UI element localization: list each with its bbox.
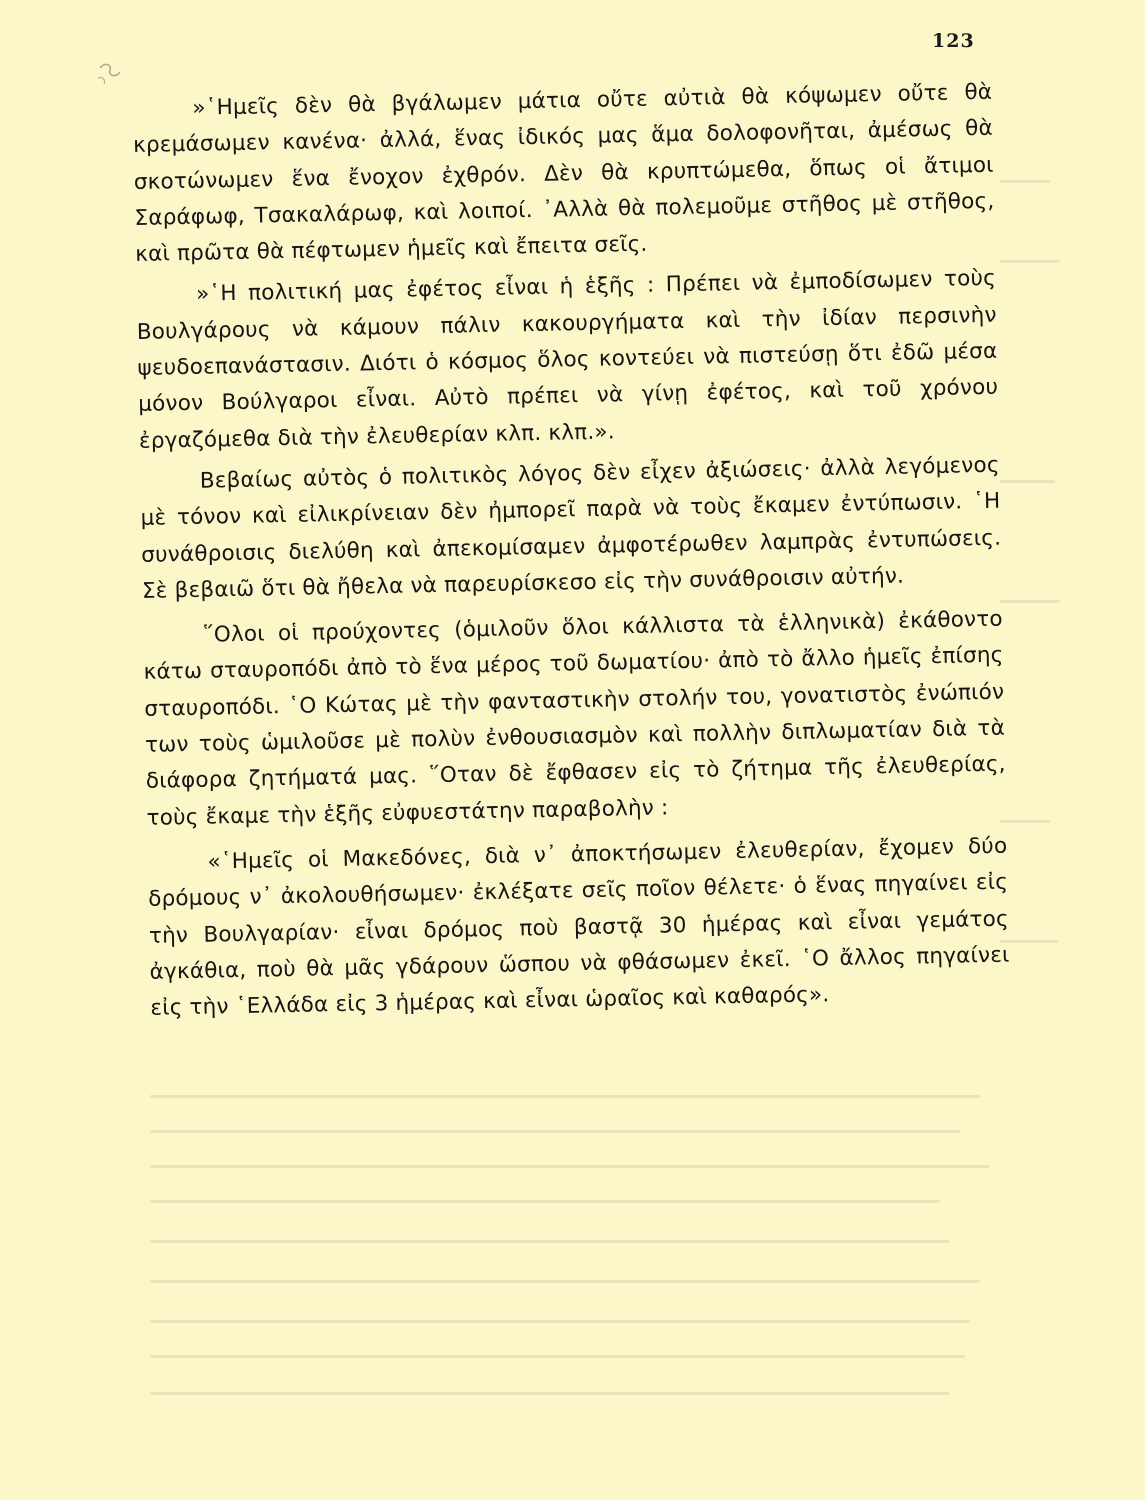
paragraph-impression: Βεβαίως αὐτὸς ὁ πολιτικὸς λόγος δὲν εἶχεν ἀξιώσεις· ἀλλὰ λεγόμενος μὲ τόνον καὶ εἰλικρίνειαν δὲν ἠμπορεῖ παρὰ νὰ τοὺς ἔκαμεν ἐντύπωσιν. ῾Η συνάθροισις διελύθη καὶ ἀπεκομίσαμεν ἀμφοτέρωθεν λαμπρὰς ἐντυπώσεις. Σὲ βεβαιῶ ὅτι θὰ ἤθελα νὰ παρευρίσκεσο εἰς τὴν συνάθροισιν αὐτήν.	[140, 452, 1002, 604]
pencil-mark-icon	[92, 58, 128, 94]
body-text	[132, 75, 1011, 1027]
paragraph-policy: »῾Η πολιτική μας ἐφέτος εἶναι ἡ ἑξῆς : Πρέπει νὰ ἐμποδίσωμεν τοὺς Βουλγάρους νὰ κάμουν πάλιν κακουργήματα καὶ τὴν ἰδίαν περσινὴν ψευδοεπανάστασιν. Διότι ὁ κόσμος ὅλος κοντεύει νὰ πιστεύσῃ ὅτι ἐδῶ μέσα μόνον Βούλγαροι εἶναι. Αὐτὸ πρέπει νὰ γίνῃ ἐφέτος, καὶ τοῦ χρόνου ἐργαζόμεθα διὰ τὴν ἐλευθερίαν κλπ. κλπ.».	[136, 266, 999, 454]
paragraph-parable: «῾Ημεῖς οἱ Μακεδόνες, διὰ ν᾿ ἀποκτήσωμεν ἐλευθερίαν, ἔχομεν δύο δρόμους ν᾿ ἀκολουθήσωμεν· ἐκλέξατε σεῖς ποῖον θέλετε· ὁ ἕνας πηγαίνει εἰς τὴν Βουλγαρίαν· εἶναι δρόμος ποὺ βαστᾷ 30 ἡμέρας καὶ εἶναι γεμάτος ἀγκάθια, ποὺ θὰ μᾶς γδάρουν ὥσπου νὰ φθάσωμεν ἐκεῖ. ῾Ο ἄλλος πηγαίνει εἰς τὴν ῾Ελλάδα εἰς 3 ἡμέρας καὶ εἶναι ὡραῖος καὶ καθαρός».	[147, 833, 1010, 1021]
page-number: 123	[932, 30, 975, 52]
paragraph-speech-continued: »῾Ημεῖς δὲν θὰ βγάλωμεν μάτια οὔτε αὐτιὰ θὰ κόψωμεν οὔτε θὰ κρεμάσωμεν κανένα· ἀλλά, ἕνας ἰδικός μας ἅμα δολοφονῆται, ἀμέσως θὰ σκοτώνωμεν ἕνα ἔνοχον ἐχθρόν. Δὲν θὰ κρυπτώμεθα, ὅπως οἱ ἄτιμοι Σαράφωφ, Τσακαλάρωφ, καὶ λοιποί. ᾿Αλλὰ θὰ πολεμοῦμε στῆθος μὲ στῆθος, καὶ πρῶτα θὰ πέφτωμεν ἡμεῖς καὶ ἔπειτα σεῖς.	[132, 79, 995, 268]
paragraph-notables: ῞Ολοι οἱ πρoύχοντες (ὁμιλοῦν ὅλοι κάλλιστα τὰ ἑλληνικὰ) ἐκάθοντο κάτω σταυροπόδι ἀπὸ τὸ ἕνα μέρος τοῦ δωματίου· ἀπὸ τὸ ἄλλο ἡμεῖς ἐπίσης σταυροπόδι. ῾Ο Κώτας μὲ τὴν φανταστικὴν στολήν του, γονατιστὸς ἐνώπιόν των τοὺς ὡμιλοῦσε μὲ πολὺν ἐνθουσιασμὸν καὶ πολλὴν διπλωματίαν διὰ τὰ διάφορα ζητήματά μας. ῞Οταν δὲ ἔφθασεν εἰς τὸ ζήτημα τῆς ἐλευθερίας, τοὺς ἔκαμε τὴν ἑξῆς εὐφυεστάτην παραβολὴν :	[143, 606, 1006, 831]
